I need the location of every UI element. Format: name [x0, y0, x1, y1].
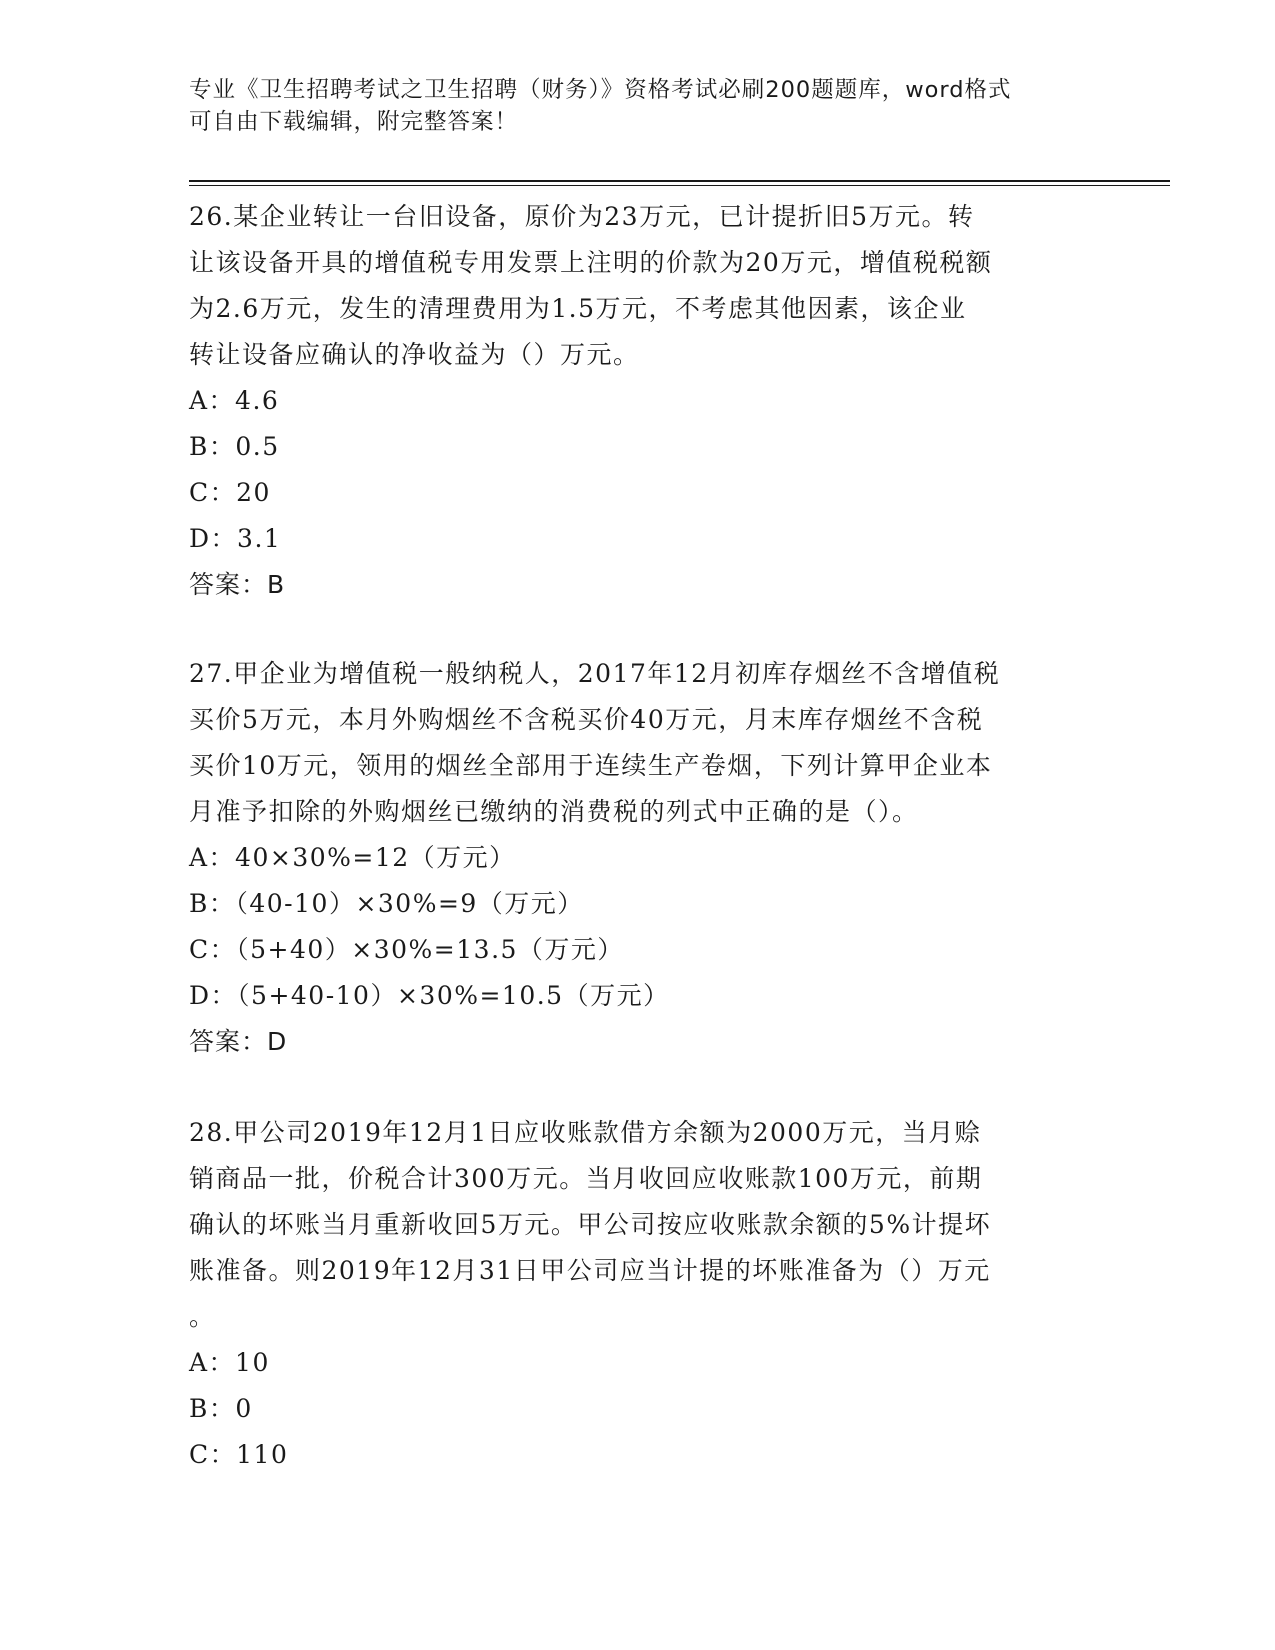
option-c: C：110	[189, 1440, 289, 1469]
question-text-line: 买价10万元，领用的烟丝全部用于连续生产卷烟，下列计算甲企业本	[189, 751, 993, 780]
question-text-line: 27.甲企业为增值税一般纳税人，2017年12月初库存烟丝不含增值税	[189, 659, 1001, 688]
option-a: A：4.6	[189, 386, 280, 415]
question-26	[189, 194, 1089, 608]
question-text-line: 买价5万元，本月外购烟丝不含税买价40万元，月末库存烟丝不含税	[189, 705, 984, 734]
question-text-line: 销商品一批，价税合计300万元。当月收回应收账款100万元，前期	[189, 1164, 983, 1193]
question-text-line: 26.某企业转让一台旧设备，原价为23万元，已计提折旧5万元。转	[189, 202, 975, 231]
question-text-line: 确认的坏账当月重新收回5万元。甲公司按应收账款余额的5%计提坏	[189, 1210, 992, 1239]
option-b: B：0.5	[189, 432, 280, 461]
option-c: C：（5+40）×30%=13.5（万元）	[189, 935, 624, 964]
option-d: D：3.1	[189, 524, 282, 553]
answer-line: 答案：D	[189, 1027, 288, 1056]
option-a: A：40×30%=12（万元）	[189, 843, 516, 872]
question-text-line: 让该设备开具的增值税专用发票上注明的价款为20万元，增值税税额	[189, 248, 993, 277]
header-line-2: 可自由下载编辑，附完整答案！	[189, 109, 519, 135]
question-text-line: 月准予扣除的外购烟丝已缴纳的消费税的列式中正确的是（）。	[189, 797, 919, 826]
option-d: D：（5+40-10）×30%=10.5（万元）	[189, 981, 670, 1010]
question-text-line: 28.甲公司2019年12月1日应收账款借方余额为2000万元，当月赊	[189, 1118, 982, 1147]
header-divider-thin	[189, 185, 1170, 186]
question-text-line: 。	[189, 1302, 216, 1331]
question-27	[189, 651, 1089, 1065]
question-text-line: 为2.6万元，发生的清理费用为1.5万元，不考虑其他因素，该企业	[189, 294, 967, 323]
option-b: B：0	[189, 1394, 253, 1423]
answer-line: 答案：B	[189, 570, 286, 599]
header-line-1: 专业《卫生招聘考试之卫生招聘（财务）》资格考试必刷200题题库，word格式	[189, 77, 1012, 103]
option-a: A：10	[189, 1348, 270, 1377]
question-text-line: 账准备。则2019年12月31日甲公司应当计提的坏账准备为（）万元	[189, 1256, 991, 1285]
question-text-line: 转让设备应确认的净收益为（）万元。	[189, 340, 640, 369]
question-28	[189, 1110, 1089, 1478]
option-b: B：（40-10）×30%=9（万元）	[189, 889, 584, 918]
option-c: C：20	[189, 478, 271, 507]
header-divider-thick	[189, 180, 1170, 182]
document-header	[189, 74, 1089, 138]
